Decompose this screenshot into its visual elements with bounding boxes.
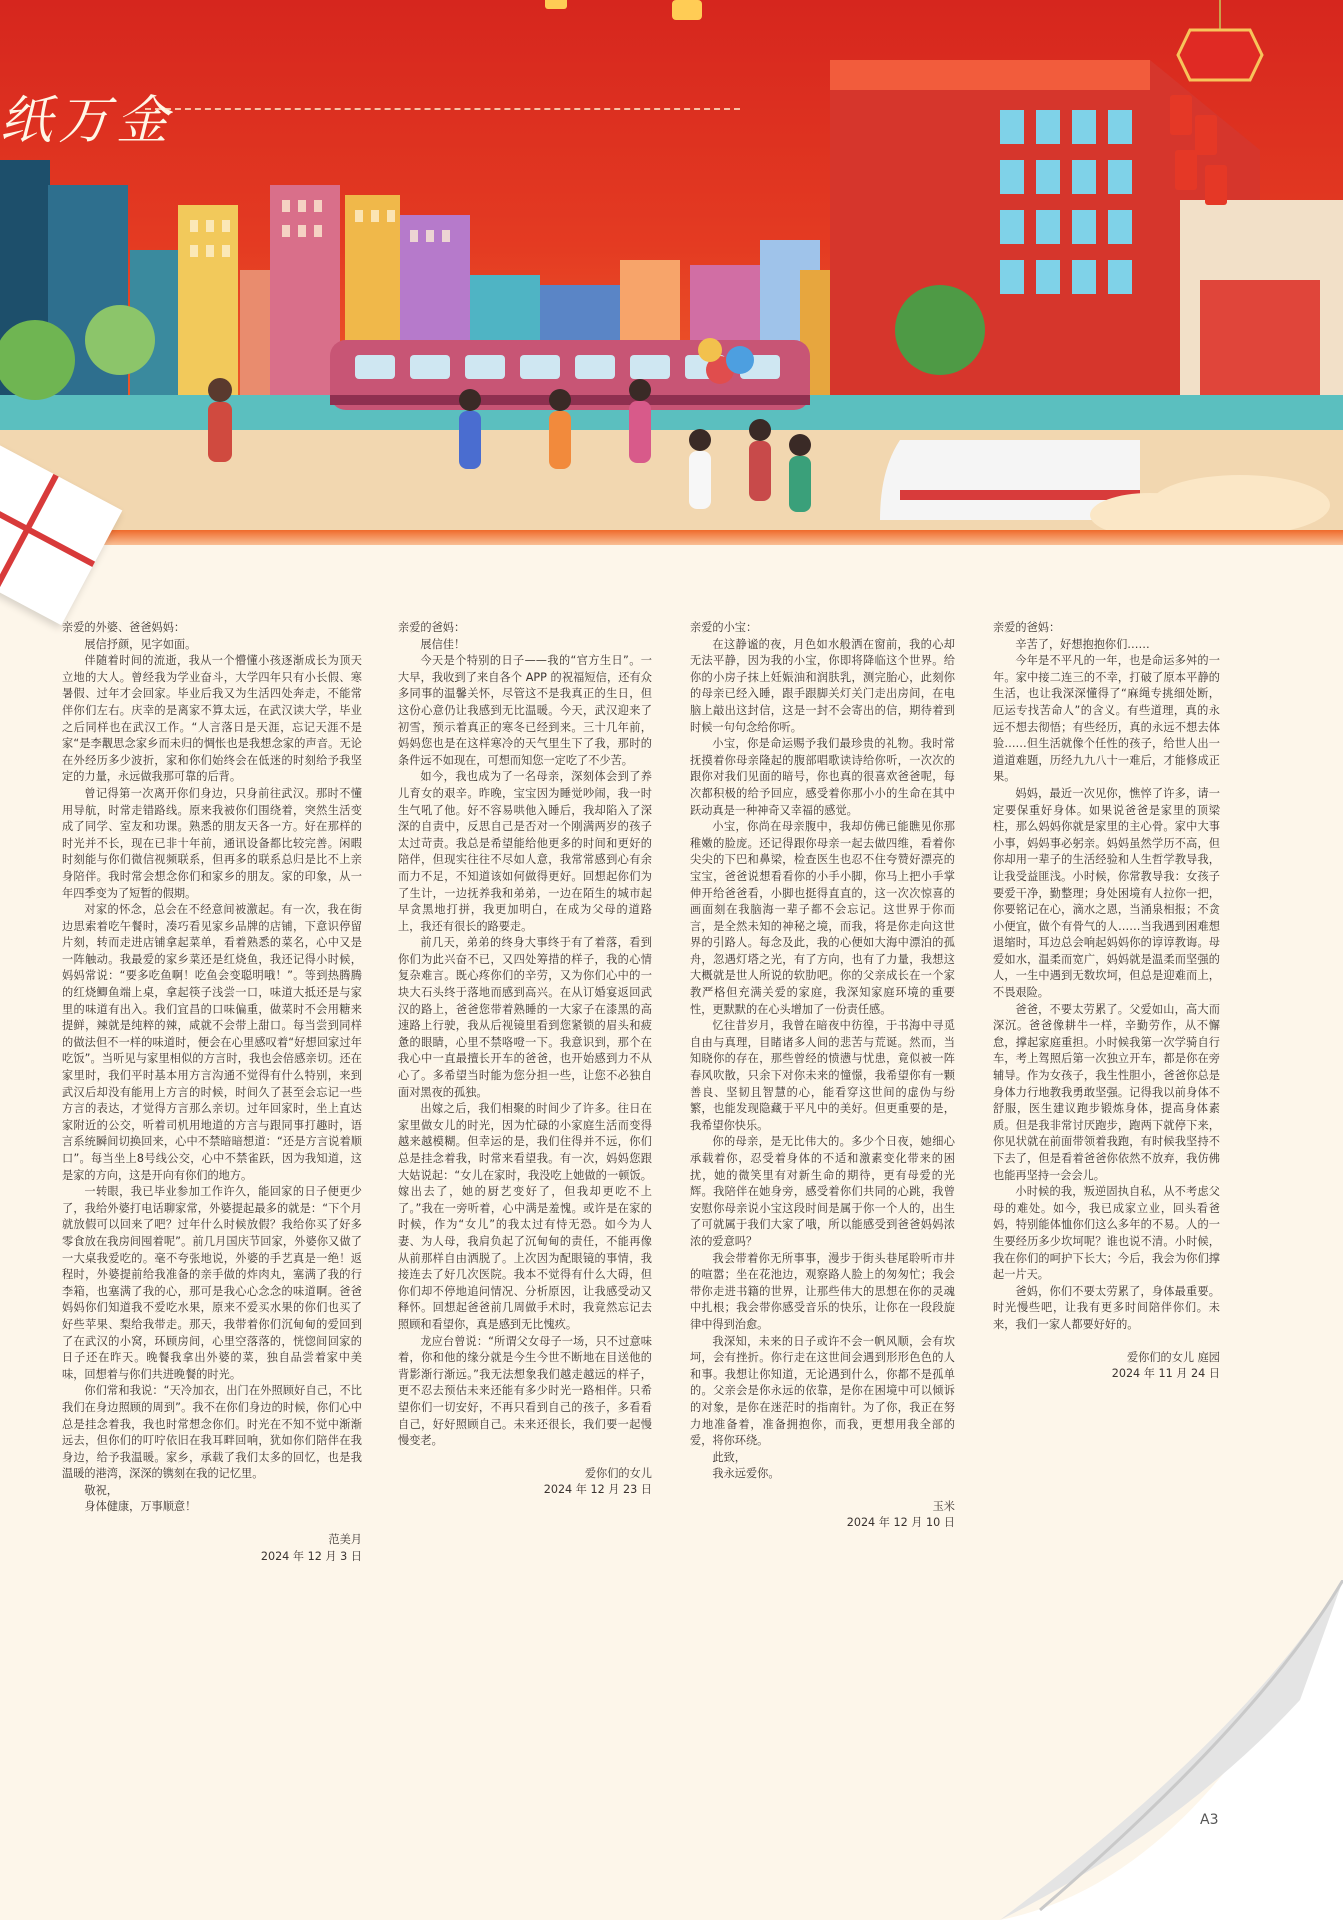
page-number: A3 xyxy=(1200,1812,1219,1828)
letter-paragraph: 爸妈，你们不要太劳累了，身体最重要。时光慢些吧，让我有更多时间陪伴你们。未来，我们一家人都要好好的。 xyxy=(993,1284,1220,1331)
letter-paragraph: 在这静谧的夜，月色如水般洒在窗前，我的心却无法平静，因为我的小宝，你即将降临这个世界。给你的小房子抹上妊娠油和润肤乳，测完胎心，此刻你的母亲已经入睡，跟手跟脚关灯关门走出房间，在电脑上敲出这封信，这是一封不会寄出的信，期待着到时候一句句念给你听。 xyxy=(690,637,955,734)
letter-date: 2024 年 12 月 3 日 xyxy=(260,1549,362,1563)
letter-paragraph: 你的母亲，是无比伟大的。多少个日夜，她细心承载着你，忍受着身体的不适和激素变化带来的困扰，她的微笑里有对新生命的期待，更有母爱的光辉。我陪伴在她身旁，感受着你们共同的心跳，我曾安慰你母亲说小宝这段时间是属于你一个人的，出生了可就属于我们大家了哦，所以能感受到爸爸妈妈浓浓的爱意吗？ xyxy=(690,1135,955,1248)
letter-paragraph: 曾记得第一次离开你们身边，只身前往武汉。那时不懂用导航，时常走错路线。原来我被你们围绕着，突然生活变成了同学、室友和功课。熟悉的朋友天各一方。好在那样的时光并不长，现在已非十年前，通讯设备都比较完善。闲暇时刻能与你们微信视频联系，但再多的联系总归是比不上亲身陪伴。我时常会想念你们和家乡的朋友。家的印象，从一年四季变为了短暂的假期。 xyxy=(62,786,362,900)
letter-paragraph: 忆往昔岁月，我曾在暗夜中彷徨，于书海中寻觅自由与真理，目睹诸多人间的悲苦与荒诞。然而，当知晓你的存在，那些曾经的愤懑与忧患，竟似被一阵春风吹散，只余下对你未来的憧憬，我希望你有一颗善良、坚韧且智慧的心，能看穿这世间的虚伪与纷繁，也能发现隐藏于平凡中的美好。但更重要的是，我希望你快乐。 xyxy=(690,1019,955,1132)
letter-paragraph: 我深知，未来的日子或许不会一帆风顺，会有坎坷，会有挫折。你行走在这世间会遇到形形色色的人和事。我想让你知道，无论遇到什么，你都不是孤单的。父亲会是你永远的依靠，是你在困境中可以倾诉的对象，是你在迷茫时的指南针。为了你，我正在努力地准备着，准备拥抱你，而我，更想用我全部的爱，将你环绕。 xyxy=(690,1334,955,1448)
letter-paragraph: 今年是不平凡的一年，也是命运多舛的一年。家中接二连三的不幸，打破了原本平静的生活，也让我深深懂得了“麻绳专挑细处断，厄运专找苦命人”的含义。有些道理，真的永远不想去彻悟；有些经历，真的永远不想去体验……但生活就像个任性的孩子，给世人出一道道难题，历经九九八十一难后，才能修成正果。 xyxy=(993,654,1220,784)
letter-signature: 爱你们的女儿 庭园 xyxy=(1126,1350,1220,1364)
letter-paragraph: 今天是个特别的日子——我的“官方生日”。一大早，我收到了来自各个 APP 的祝福短信，还有众多同事的温馨关怀，尽管这不是我真正的生日，但这份心意仍让我感到无比温暖。今天，武汉迎来了初雪，预示着真正的寒冬已经到来。三十几年前，妈妈您也是在这样寒冷的天气里生下了我，那时的条件远不如现在，可想而知您一定吃了不少苦。 xyxy=(398,654,652,767)
letter-salutation: 亲爱的外婆、爸爸妈妈： xyxy=(62,621,186,634)
letter-paragraph: 爸爸，不要太劳累了。父爱如山，高大而深沉。爸爸像耕牛一样，辛勤劳作，从不懈怠，撑起家庭重担。小时候我第一次学骑自行车，考上驾照后第一次独立开车，都是你在旁辅导。作为女孩子，我生性胆小，爸爸你总是身体力行地教我勇敢坚强。记得我以前身体不舒服，医生建议跑步锻炼身体，提高身体素质。但是我非常讨厌跑步，跑两下就停下来，你见状就在前面带领着我跑，有时候我坚持不下去了，但是看着爸爸你依然不放弃，我仿佛也能再坚持一会会儿。 xyxy=(993,1002,1220,1182)
letter-paragraph: 一转眼，我已毕业参加工作许久，能回家的日子便更少了，我给外婆打电话聊家常，外婆提起最多的就是：“下个月就放假可以回来了吧？过年什么时候放假？我给你买了好多零食放在我房间囤着呢”。前几月国庆节回家，外婆你又做了一大桌我爱吃的。毫不夸张地说，外婆的手艺真是一绝！返程时，外婆提前给我准备的亲手做的炸肉丸，塞满了我的行李箱，也塞满了我的心，那可是我心心念念的味道啊。爸爸妈妈你们知道我不爱吃水果，原来不爱买水果的你们也买了好些苹果、梨给我带走。那天，我带着你们沉甸甸的爱回到了在武汉的小窝，环顾房间，心里空落落的，恍惚间回家的日子还在昨天。晚餐我拿出外婆的菜，独自品尝着家中美味，回想着与你们共进晚餐的时光。 xyxy=(62,1185,362,1381)
banner-divider xyxy=(145,108,740,110)
banner-title: 纸万金 xyxy=(0,91,175,151)
letter-salutation: 亲爱的爸妈： xyxy=(993,621,1061,634)
letter-paragraph: 出嫁之后，我们相聚的时间少了许多。往日在家里做女儿的时光，因为忙碌的小家庭生活而变得越来越模糊。但幸运的是，我们住得并不远，你们总是挂念着我，时常来看望我。有一次，妈妈您跟大姑说起：“女儿在家时，我没吃上她做的一顿饭。嫁出去了，她的厨艺变好了，但我却更吃不上了。”我在一旁听着，心中满是羞愧。或许是在家的时候，作为“女儿”的我太过有恃无恐。如今为人妻、为人母，我肩负起了沉甸甸的责任，不能再像从前那样自由洒脱了。上次因为配眼镜的事情，我接连去了好几次医院。我本不觉得有什么大碍，但你们却不停地追问情况、分析原因，让我感受动又释怀。回想起爸爸前几周做手术时，我竟然忘记去照顾和看望你，真是感到无比愧疚。 xyxy=(398,1102,652,1331)
letter-paragraph: 妈妈，最近一次见你，憔悴了许多，请一定要保重好身体。如果说爸爸是家里的顶梁柱，那么妈妈你就是家里的主心骨。家中大事小事，妈妈事必躬亲。妈妈虽然学历不高，但你却用一辈子的生活经验和人生哲学教导我，让我受益匪浅。小时候，你常教导我：女孩子要爱干净，勤整理；身处困境有人拉你一把，你要铭记在心，滴水之恩，当涌泉相报；不贪小便宜，做个有骨气的人……当我遇到困难想退缩时，耳边总会响起妈妈你的谆谆教诲。母爱如水，温柔而宽广，妈妈就是温柔而坚强的人，一生中遇到无数坎坷，但总是迎难而上，不畏艰险。 xyxy=(993,786,1220,1000)
letter-paragraph: 辛苦了，好想抱抱你们…… xyxy=(1015,637,1150,651)
letter-salutation: 亲爱的小宝： xyxy=(690,621,758,634)
letter-signature: 玉米 xyxy=(932,1499,955,1513)
letter-paragraph: 此致， xyxy=(712,1450,746,1464)
letter-paragraph: 身体健康，万事顺意！ xyxy=(84,1500,197,1514)
letter-date: 2024 年 12 月 10 日 xyxy=(846,1516,955,1530)
letter-paragraph: 你们常和我说：“天冷加衣，出门在外照顾好自己，不比我们在身边照顾的周到”。我不在你们身边的时候，你们心中总是挂念着我，我也时常想念你们。时光在不知不觉中渐渐远去，但你们的叮咛依旧在我耳畔回响，犹如你们陪伴在我身边，给予我温暖。家乡，承载了我们太多的回忆，也是我温暖的港湾，深深的镌刻在我的记忆里。 xyxy=(62,1384,362,1481)
letter-paragraph: 小时候的我，叛逆固执自私，从不考虑父母的难处。如今，我已成家立业，回头看爸妈，特别能体恤你们这么多年的不易。人的一生要经历多少坎坷呢？谁也说不清。小时候，我在你们的呵护下长大；今后，我会为你们撑起一片天。 xyxy=(993,1185,1220,1282)
letter-paragraph: 对家的怀念，总会在不经意间被激起。有一次，我在街边思索着吃午餐时，凑巧看见家乡品牌的店铺，下意识停留片刻，转而走进店铺拿起菜单，看着熟悉的菜名，心中又是一阵触动。我最爱的家乡菜还是红烧鱼，我还记得小时候，妈妈常说：“要多吃鱼啊！吃鱼会变聪明哦！”。等到热腾腾的红烧鲫鱼端上桌，拿起筷子浅尝一口，味道大抵还是与家里的味道有出入。我们宜昌的口味偏重，做菜时不会用糖来提鲜，辣就是纯粹的辣，咸就不会带上甜口。每当尝到同样的做法但不一样的味道时，便会在心里感叹着“好想回家过年吃饭”。当听见与家里相似的方言时，我也会倍感亲切。还在家里时，我们平时基本用方言沟通不觉得有什么特别，来到武汉后却没有能用上方言的时候，时间久了甚至会忘记一些方言的表达，才觉得方言那么亲切。过年回家时，坐上直达家附近的公交，听着司机用地道的方言与跟同事打趣时，语言系统瞬间切换回来，心中不禁暗暗想道：“还是方言说着顺口”。每当坐上8号线公交，心中不禁雀跃，因为我知道，这是家的方向，这是开向有你们的地方。 xyxy=(62,903,362,1182)
letter-1 xyxy=(62,620,362,1565)
letter-date: 2024 年 12 月 23 日 xyxy=(543,1483,652,1497)
letter-paragraph: 我会带着你无所事事，漫步于街头巷尾聆听市井的喧嚣；坐在花池边，观察路人脸上的匆匆忙；我会带你走进书籍的世界，让那些伟大的思想在你的灵魂中扎根；我会带你感受音乐的快乐，让你在一段段旋律中得到治愈。 xyxy=(690,1251,955,1331)
letter-paragraph: 前几天，弟弟的终身大事终于有了着落，看到你们为此兴奋不已，又四处筹措的样子，我的心情复杂难言。既心疼你们的辛劳，又为你们心中的一块大石头终于落地而感到高兴。在从订婚宴返回武汉的路上，爸爸您带着熟睡的一大家子在漆黑的高速路上行驶，我从后视镜里看到您紧锁的眉头和疲惫的眼睛，心里不禁咯噔一下。我意识到，那个在我心中一直最擅长开车的爸爸，也开始感到力不从心了。多希望当时能为您分担一些，让您不必独自面对黑夜的孤独。 xyxy=(398,936,652,1099)
letter-salutation: 亲爱的爸妈： xyxy=(398,621,466,634)
letter-paragraph: 展信抒颜，见字如面。 xyxy=(84,637,197,651)
letter-4 xyxy=(993,620,1220,1383)
letter-paragraph: 小宝，你是命运赐予我们最珍贵的礼物。我时常抚摸着你母亲隆起的腹部唱歌读诗给你听，一次次的跟你对我们见面的暗号，你也真的很喜欢爸爸呢，每次都积极的给予回应，感受着你那小小的生命在其中跃动真是一种神奇又幸福的感觉。 xyxy=(690,737,955,817)
letter-paragraph: 我永远爱你。 xyxy=(712,1467,780,1481)
letter-paragraph: 如今，我也成为了一名母亲，深刻体会到了养儿育女的艰辛。昨晚，宝宝因为睡觉吵闹，我一时生气吼了他。好不容易哄他入睡后，我却陷入了深深的自责中，反思自己是否对一个刚满两岁的孩子太过苛责。我总是希望能给他更多的时间和更好的陪伴，但现实往往不尽如人意，我常常感到心有余而力不足，不知道该如何做得更好。回想起你们为了生计，一边抚养我和弟弟，一边在陌生的城市起早贪黑地打拼，我更加明白，在成为父母的道路上，我还有很长的路要走。 xyxy=(398,770,652,933)
letter-paragraph: 伴随着时间的流逝，我从一个懵懂小孩逐渐成长为顶天立地的大人。曾经我为学业奋斗，大学四年只有小长假、寒暑假、过年才会回家。毕业后我又为生活四处奔走，不能常伴你们左右。庆幸的是离家不算太远，在武汉读大学，毕业之后同样也在武汉工作。“人言落日是天涯，忘记天涯不是家“是李觏思念家乡而未归的惆怅也是我想念家的声音。无论在外经历多少波折，家和你们始终会在低迷的时刻给予我坚定的力量，永远做我那可靠的后背。 xyxy=(62,654,362,784)
letter-date: 2024 年 11 月 24 日 xyxy=(1111,1367,1220,1381)
city-illustration xyxy=(0,0,1343,545)
letter-signature: 爱你们的女儿 xyxy=(584,1466,652,1480)
letter-paragraph: 敬祝， xyxy=(84,1483,118,1497)
header-banner xyxy=(0,0,1343,545)
letter-paragraph: 龙应台曾说：“所谓父女母子一场，只不过意味着，你和他的缘分就是今生今世不断地在目送他的背影渐行渐远。”我无法想象我们越走越远的样子，更不忍去预估未来还能有多少时光一路相伴。只希望你们一切安好，不再只看到自己的孩子，多看看自己，好好照顾自己。未来还很长，我们要一起慢慢变老。 xyxy=(398,1334,652,1448)
letter-2 xyxy=(398,620,652,1499)
banner-bottom-edge xyxy=(0,530,1343,545)
letter-paragraph: 小宝，你尚在母亲腹中，我却仿佛已能瞧见你那稚嫩的脸庞。还记得跟你母亲一起去做四维，看着你尖尖的下巴和鼻梁，检查医生也忍不住夸赞好漂亮的宝宝，爸爸说想看看你的小手小脚，你马上把小手掌伸开给爸爸看，小脚也挺得直直的，这一次次惊喜的画面刻在我脑海一辈子都不会忘记。这世界于你而言，是全然未知的神秘之境，而我，将是你走向这世界的引路人。每念及此，我的心便如大海中漂泊的孤舟，忽遇灯塔之光，有了方向，也有了力量，我想这大概就是世人所说的软肋吧。你的父亲成长在一个家教严格但充满关爱的家庭，我深知家庭环境的重要性，更默默的在心头增加了一份责任感。 xyxy=(690,820,955,1016)
letter-paragraph: 展信佳！ xyxy=(420,637,466,651)
letter-signature: 范美月 xyxy=(328,1533,362,1547)
letter-3 xyxy=(690,620,955,1532)
page-curl-decoration xyxy=(1000,1580,1343,1920)
